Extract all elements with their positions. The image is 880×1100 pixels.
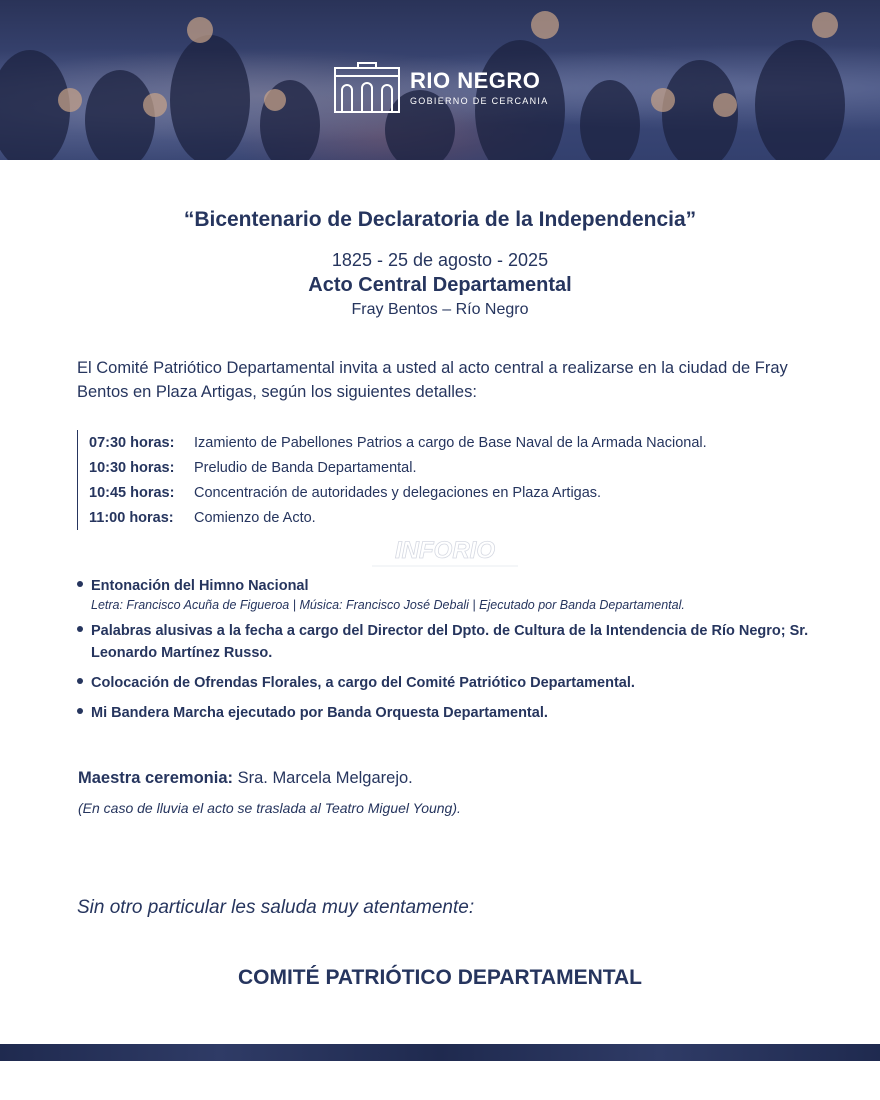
schedule-row <box>89 480 829 505</box>
program-label: Mi Bandera Marcha ejecutado por Banda Orquesta Departamental. <box>91 705 548 721</box>
logo-subtitle: GOBIERNO DE CERCANIA <box>410 96 549 106</box>
schedule-row <box>89 455 829 480</box>
ceremony-label: Maestra ceremonia: <box>78 769 233 787</box>
event-place: Fray Bentos – Río Negro <box>351 301 529 318</box>
event-dates: 1825 - 25 de agosto - 2025 <box>331 250 549 270</box>
bullet <box>77 626 83 632</box>
schedule-list <box>77 430 829 530</box>
schedule-row <box>89 505 829 530</box>
program-item <box>77 672 817 694</box>
signature: COMITÉ PATRIÓTICO DEPARTAMENTAL <box>237 966 643 989</box>
rio-negro-logo <box>334 62 549 114</box>
schedule-desc: Izamiento de Pabellones Patrios a cargo de Base Naval de la Armada Nacional. <box>194 434 707 451</box>
building-icon <box>334 62 400 114</box>
program-item <box>77 575 817 612</box>
program-note: Letra: Francisco Acuña de Figueroa | Música: Francisco José Debali | Ejecutado por Banda Departamental. <box>91 598 685 612</box>
header-banner <box>0 0 880 160</box>
schedule-desc: Preludio de Banda Departamental. <box>194 459 417 476</box>
program-label: Entonación del Himno Nacional <box>91 578 309 594</box>
program-label: Palabras alusivas a la fecha a cargo del Director del Dpto. de Cultura de la Intendencia de Río Negro; Sr. Leonardo Martínez Russo. <box>91 623 809 661</box>
event-subtitle: Acto Central Departamental <box>308 274 572 296</box>
schedule-time: 10:45 horas: <box>89 484 175 501</box>
logo-title: RIO NEGRO <box>410 68 541 93</box>
footer-band <box>0 1044 880 1061</box>
bullet <box>77 708 83 714</box>
schedule-desc: Comienzo de Acto. <box>194 509 316 526</box>
bullet <box>77 581 83 587</box>
schedule-time: 11:00 horas: <box>89 509 174 526</box>
program-label: Colocación de Ofrendas Florales, a cargo del Comité Patriótico Departamental. <box>91 675 635 691</box>
bullet <box>77 678 83 684</box>
closing-line: Sin otro particular les saluda muy atentamente: <box>77 897 475 918</box>
program-item <box>77 620 817 664</box>
schedule-time: 07:30 horas: <box>89 434 175 451</box>
event-title: “Bicentenario de Declaratoria de la Independencia” <box>183 208 697 231</box>
inforio-watermark <box>352 530 538 572</box>
ceremony-master <box>78 769 413 788</box>
watermark-text: INFORIO <box>395 537 495 564</box>
program-item <box>77 702 817 724</box>
ceremony-name: Sra. Marcela Melgarejo. <box>237 769 413 787</box>
schedule-desc: Concentración de autoridades y delegaciones en Plaza Artigas. <box>194 484 602 501</box>
rain-note: (En caso de lluvia el acto se traslada al Teatro Miguel Young). <box>78 800 461 816</box>
schedule-row <box>89 430 829 455</box>
intro-paragraph: El Comité Patriótico Departamental invita a usted al acto central a realizarse en la ciudad de Fray Bentos en Plaza Artigas, según los siguientes detalles: <box>77 359 788 401</box>
program-list <box>77 575 817 732</box>
schedule-time: 10:30 horas: <box>89 459 175 476</box>
